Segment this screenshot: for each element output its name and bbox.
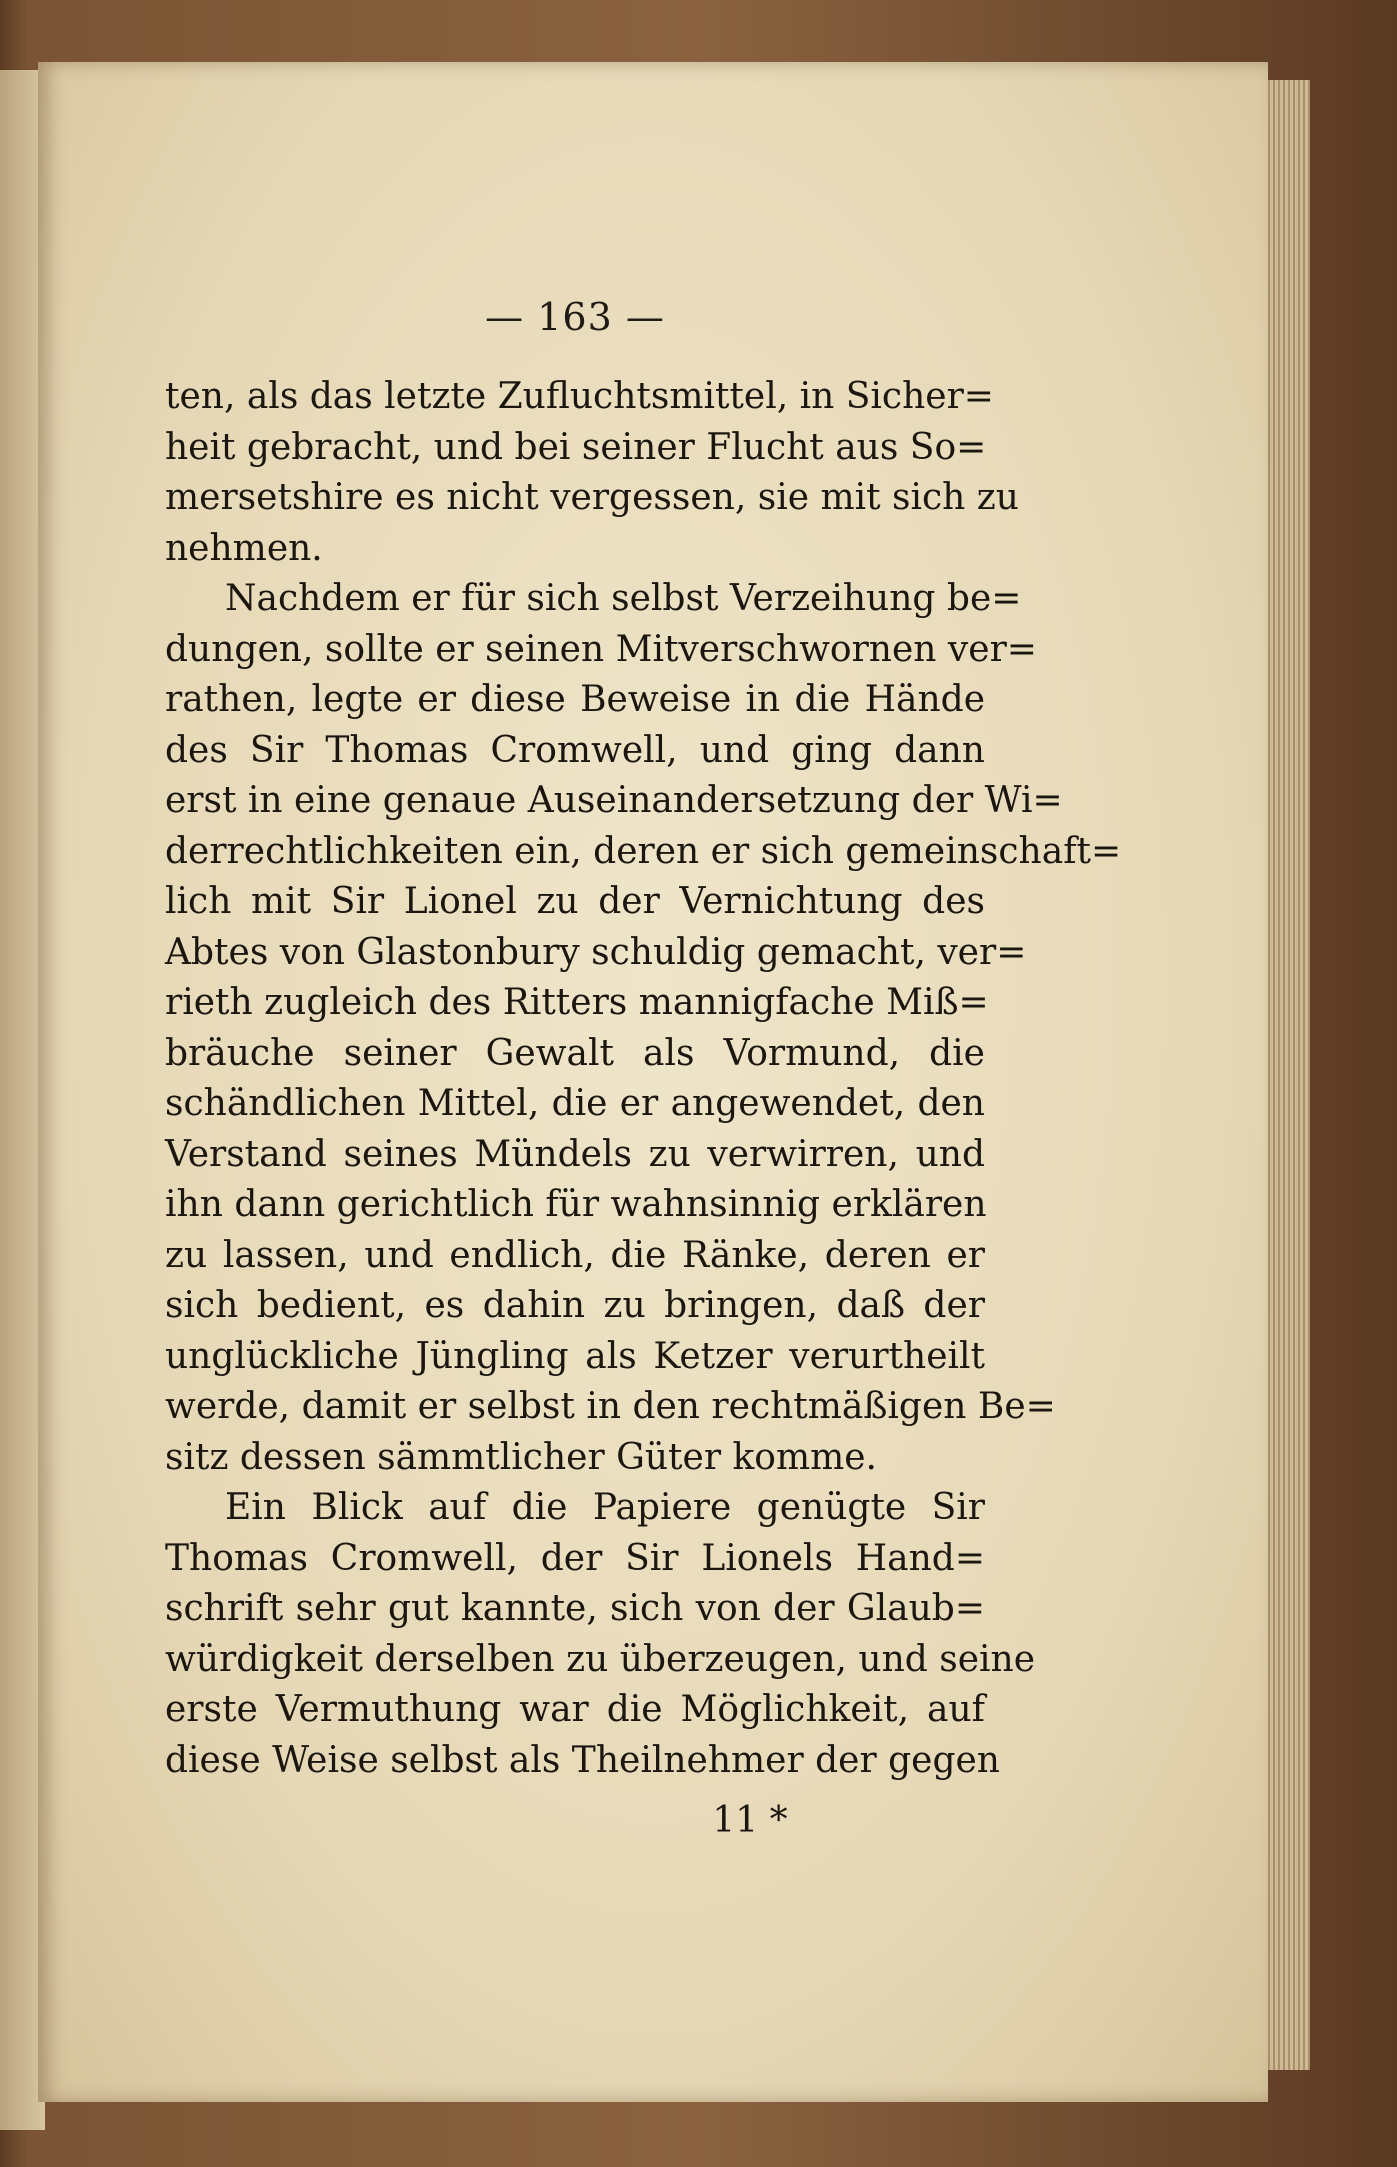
text-line: Verstand seines Mündels zu verwirren, und xyxy=(165,1133,985,1175)
text-line: werde, damit er selbst in den rechtmäßigen Be= xyxy=(165,1386,1056,1427)
text-line: lich mit Sir Lionel zu der Vernichtung des xyxy=(165,881,985,922)
text-line: diese Weise selbst als Theilnehmer der gegen xyxy=(165,1739,1000,1781)
text-line: derrechtlichkeiten ein, deren er sich gemeinschaft= xyxy=(165,830,1122,872)
text-line: zu lassen, und endlich, die Ränke, deren er xyxy=(165,1234,985,1276)
text-line: nehmen. xyxy=(165,527,323,569)
text-line: rieth zugleich des Ritters mannigfache Miß= xyxy=(165,982,989,1023)
body-text xyxy=(165,372,1122,1822)
text-line: Thomas Cromwell, der Sir Lionels Hand= xyxy=(165,1537,985,1579)
text-line: mersetshire es nicht vergessen, sie mit sich zu xyxy=(165,477,1019,518)
text-line: sitz dessen sämmtlicher Güter komme. xyxy=(165,1436,877,1478)
text-line: erst in eine genaue Auseinandersetzung der Wi= xyxy=(165,780,1063,821)
text-line: heit gebracht, und bei seiner Flucht aus So= xyxy=(165,426,987,468)
page-number: — 163 — xyxy=(485,295,665,339)
signature-mark: 11 * xyxy=(712,1800,788,1841)
text-line: ihn dann gerichtlich für wahnsinnig erklären xyxy=(165,1184,987,1225)
text-line: schändlichen Mittel, die er angewendet, den xyxy=(165,1083,985,1124)
text-line: Abtes von Glastonbury schuldig gemacht, ver= xyxy=(165,931,1027,973)
text-line: sich bedient, es dahin zu bringen, daß der xyxy=(165,1285,985,1326)
text-line: unglückliche Jüngling als Ketzer verurtheilt xyxy=(165,1335,985,1377)
text-line: bräuche seiner Gewalt als Vormund, die xyxy=(165,1032,985,1074)
text-line: des Sir Thomas Cromwell, und ging dann xyxy=(165,729,985,771)
text-line: würdigkeit derselben zu überzeugen, und seine xyxy=(165,1638,1036,1680)
text-line: Ein Blick auf die Papiere genügte Sir xyxy=(225,1487,985,1528)
text-line: schrift sehr gut kannte, sich von der Glaub= xyxy=(165,1588,985,1629)
text-line: ten, als das letzte Zufluchtsmittel, in Sicher= xyxy=(165,376,994,417)
text-line: dungen, sollte er seinen Mitverschwornen ver= xyxy=(165,628,1037,670)
text-line: erste Vermuthung war die Möglichkeit, auf xyxy=(165,1689,985,1730)
text-line: Nachdem er für sich selbst Verzeihung be= xyxy=(225,578,1022,619)
text-line: rathen, legte er diese Beweise in die Hände xyxy=(165,679,985,720)
